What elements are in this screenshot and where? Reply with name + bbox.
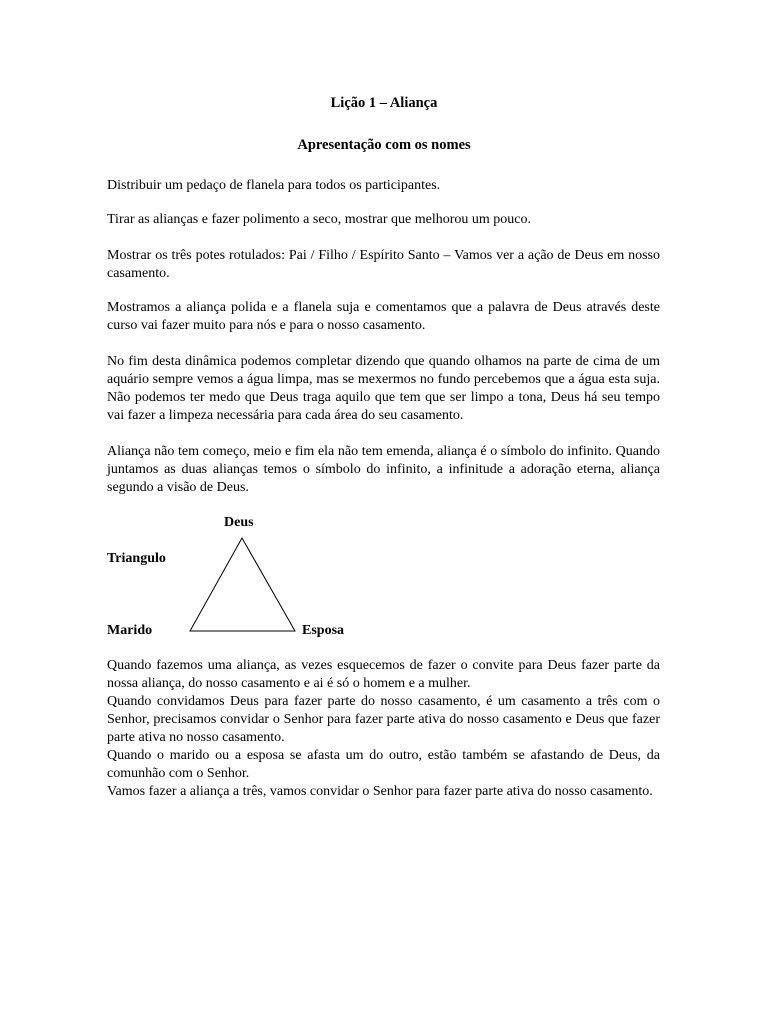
triangle-shape [190, 538, 295, 631]
diagram-label-esposa: Esposa [302, 623, 345, 638]
paragraph-5: No fim desta dinâmica podemos completar dizendo que quando olhamos na parte de cima de um aquário sempre vemos a água limpa, mas se mexermos no fundo percebemos que a água esta suja. Não podemos ter medo que Deus traga aquilo que tem que ser limpo a tona, Deus há seu tempo vai fazer a limpeza necessária para cada área do seu casamento. [107, 354, 660, 423]
diagram-label-marido: Marido [107, 623, 153, 638]
diagram-label-triangulo: Triangulo [107, 551, 166, 566]
closing-section [107, 657, 660, 801]
paragraph-2: Tirar as alianças e fazer polimento a seco, mostrar que melhorou um pouco. [107, 212, 532, 227]
paragraph-1: Distribuir um pedaço de flanela para todos os participantes. [107, 178, 441, 193]
closing-paragraph-4: Vamos fazer a aliança a três, vamos convidar o Senhor para fazer parte ativa do nosso casamento. [107, 784, 653, 799]
closing-paragraph-3: Quando o marido ou a esposa se afasta um do outro, estão também se afastando de Deus, da comunhão com o Senhor. [107, 748, 660, 781]
lesson-subtitle: Apresentação com os nomes [297, 137, 471, 153]
lesson-title: Lição 1 – Aliança [330, 95, 438, 111]
paragraph-6: Aliança não tem começo, meio e fim ela não tem emenda, aliança é o símbolo do infinito. Quando juntamos as duas alianças temos o símbolo do infinito, a infinitude a adoração eterna, aliança segundo a visão de Deus. [107, 444, 660, 495]
paragraph-4: Mostramos a aliança polida e a flanela suja e comentamos que a palavra de Deus através deste curso vai fazer muito para nós e para o nosso casamento. [107, 300, 660, 333]
diagram-label-deus: Deus [224, 515, 254, 530]
paragraph-3: Mostrar os três potes rotulados: Pai / Filho / Espírito Santo – Vamos ver a ação de Deus em nosso casamento. [107, 248, 660, 281]
closing-paragraph-1: Quando fazemos uma aliança, as vezes esquecemos de fazer o convite para Deus fazer parte da nossa aliança, do nosso casamento e ai é só o homem e a mulher. [107, 658, 660, 691]
closing-paragraph-2: Quando convidamos Deus para fazer parte do nosso casamento, é um casamento a três com o Senhor, precisamos convidar o Senhor para fazer parte ativa do nosso casamento e Deus que fazer parte ativa no nosso casamento. [107, 694, 660, 745]
triangle-diagram [185, 533, 300, 635]
